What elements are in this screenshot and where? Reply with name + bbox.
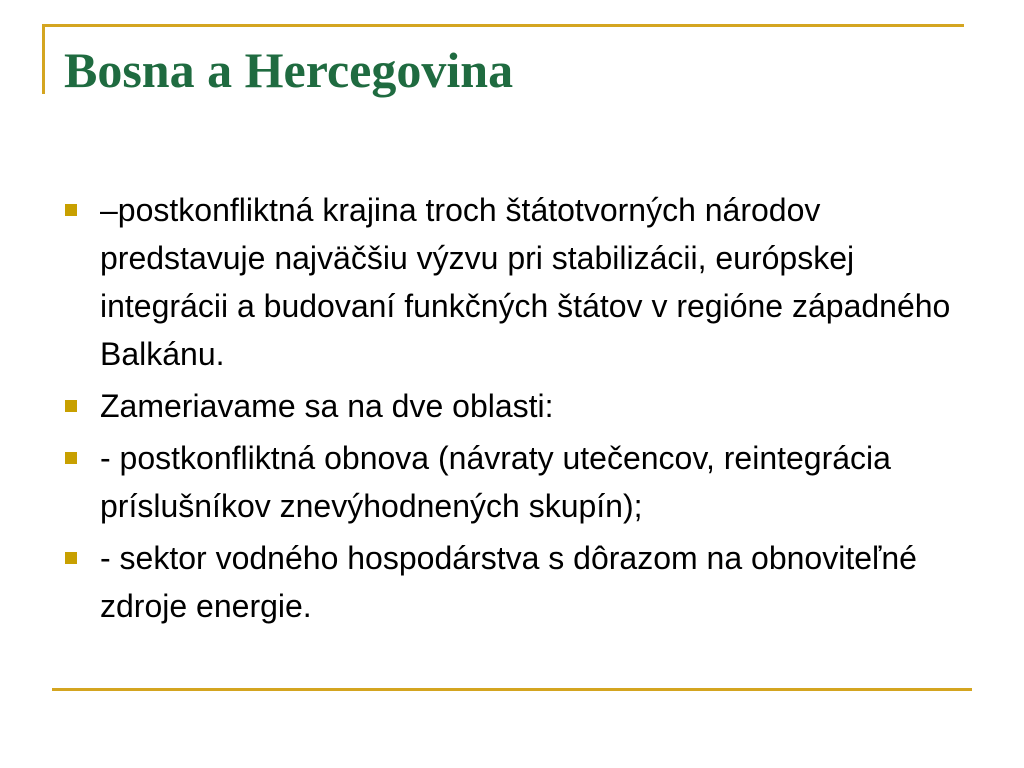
bullet-text: - postkonfliktná obnova (návraty utečencov, reintegrácia príslušníkov znevýhodnených skupín); [100, 440, 891, 524]
left-accent-rule [42, 24, 45, 94]
bullet-item-postconflict-recovery [62, 434, 962, 530]
bullet-text: –postkonfliktná krajina troch štátotvorných národov predstavuje najväčšiu výzvu pri stabilizácii, európskej integrácii a budovaní funkčných štátov v regióne západného Balkánu. [100, 192, 951, 372]
bullet-item-water-sector [62, 534, 962, 630]
bullet-text: Zameriavame sa na dve oblasti: [100, 388, 554, 424]
bullet-item-intro [62, 186, 962, 378]
bullet-text: - sektor vodného hospodárstva s dôrazom na obnoviteľné zdroje energie. [100, 540, 917, 624]
square-bullet-icon [65, 552, 77, 564]
slide-title: Bosna a Hercegovina [64, 42, 514, 98]
bullet-list [62, 186, 962, 634]
square-bullet-icon [65, 204, 77, 216]
top-accent-rule [42, 24, 964, 27]
square-bullet-icon [65, 400, 77, 412]
bottom-accent-rule [52, 688, 972, 691]
square-bullet-icon [65, 452, 77, 464]
bullet-item-focus-areas [62, 382, 962, 430]
